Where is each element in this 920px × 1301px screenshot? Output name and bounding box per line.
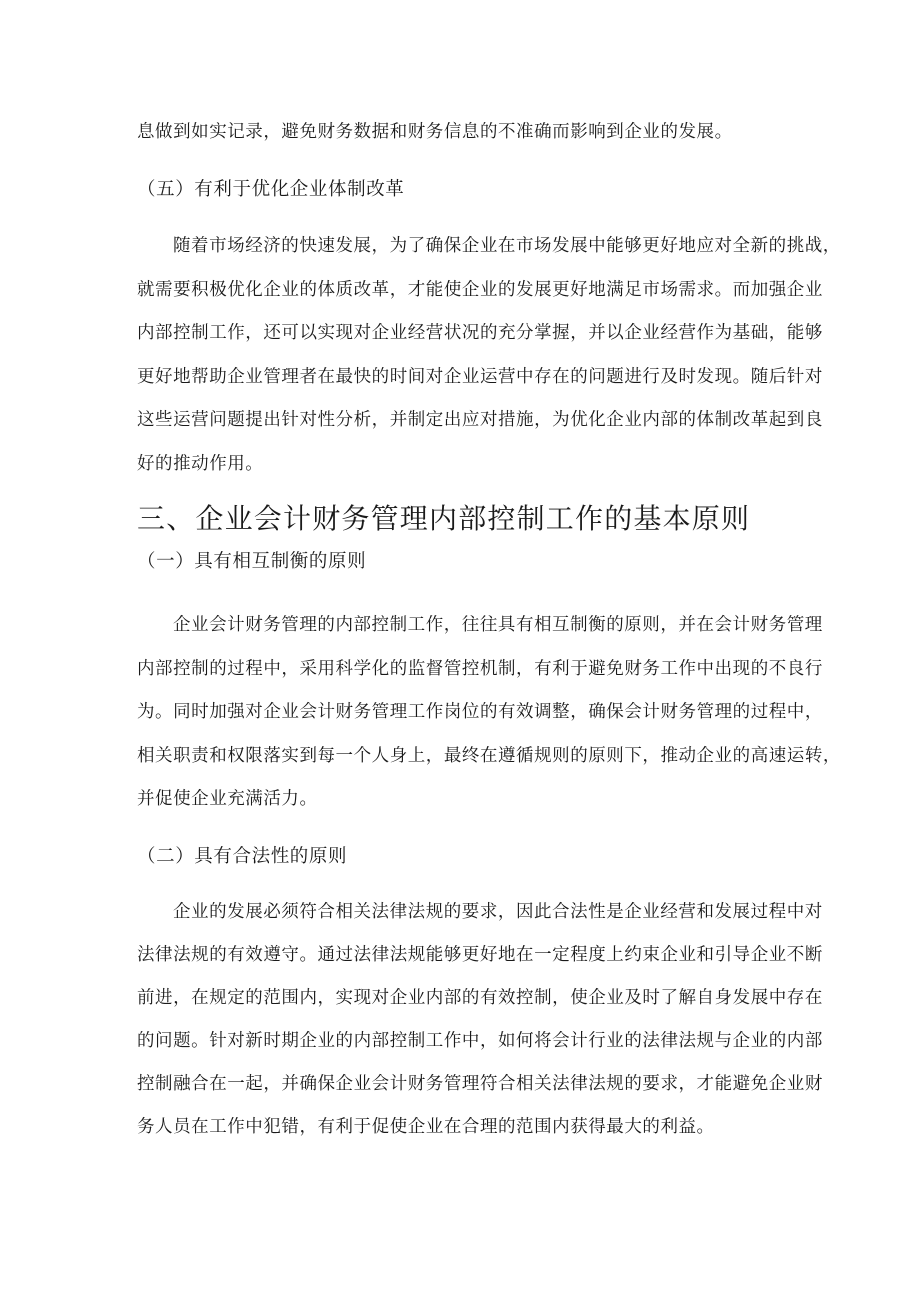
paragraph-line: 息做到如实记录，避免财务数据和财务信息的不准确而影响到企业的发展。 [137,122,733,142]
paragraph-line: 随着市场经济的快速发展，为了确保企业在市场发展中能够更好地应对全新的挑战， [173,236,841,256]
paragraph-line: 企业会计财务管理的内部控制工作，往往具有相互制衡的原则，并在会计财务管理 [173,615,823,635]
paragraph-line: 就需要积极优化企业的体质改革，才能使企业的发展更好地满足市场需求。而加强企业 [137,280,823,300]
paragraph-line: 的问题。针对新时期企业的内部控制工作中，如何将会计行业的法律法规与企业的内部 [137,1031,823,1051]
paragraph-line: 企业的发展必须符合相关法律法规的要求，因此合法性是企业经营和发展过程中对 [173,902,823,922]
paragraph-line: 为。同时加强对企业会计财务管理工作岗位的有效调整，确保会计财务管理的过程中， [137,702,823,722]
paragraph-line: 并促使企业充满活力。 [137,789,318,809]
paragraph-line: 法律法规的有效遵守。通过法律法规能够更好地在一定程度上约束企业和引导企业不断 [137,945,823,965]
paragraph-line: 内部控制工作，还可以实现对企业经营状况的充分掌握，并以企业经营作为基础，能够 [137,323,823,343]
paragraph-line: 相关职责和权限落实到每一个人身上，最终在遵循规则的原则下，推动企业的高速运转， [137,746,841,766]
paragraph-line: 好的推动作用。 [137,454,264,474]
section-heading: （五）有利于优化企业体制改革 [137,179,405,200]
paragraph-line: 更好地帮助企业管理者在最快的时间对企业运营中存在的问题进行及时发现。随后针对 [137,367,823,387]
section-heading: （一）具有相互制衡的原则 [137,551,367,572]
section-heading: （二）具有合法性的原则 [137,846,348,867]
paragraph-line: 控制融合在一起，并确保企业会计财务管理符合相关法律法规的要求，才能避免企业财 [137,1074,823,1094]
paragraph-line: 这些运营问题提出针对性分析，并制定出应对措施，为优化企业内部的体制改革起到良 [137,410,823,430]
chapter-heading: 三、企业会计财务管理内部控制工作的基本原则 [137,502,751,535]
paragraph-line: 内部控制的过程中，采用科学化的监督管控机制，有利于避免财务工作中出现的不良行 [137,659,823,679]
paragraph-line: 前进，在规定的范围内，实现对企业内部的有效控制，使企业及时了解自身发展中存在 [137,988,823,1008]
paragraph-line: 务人员在工作中犯错，有利于促使企业在合理的范围内获得最大的利益。 [137,1117,715,1137]
